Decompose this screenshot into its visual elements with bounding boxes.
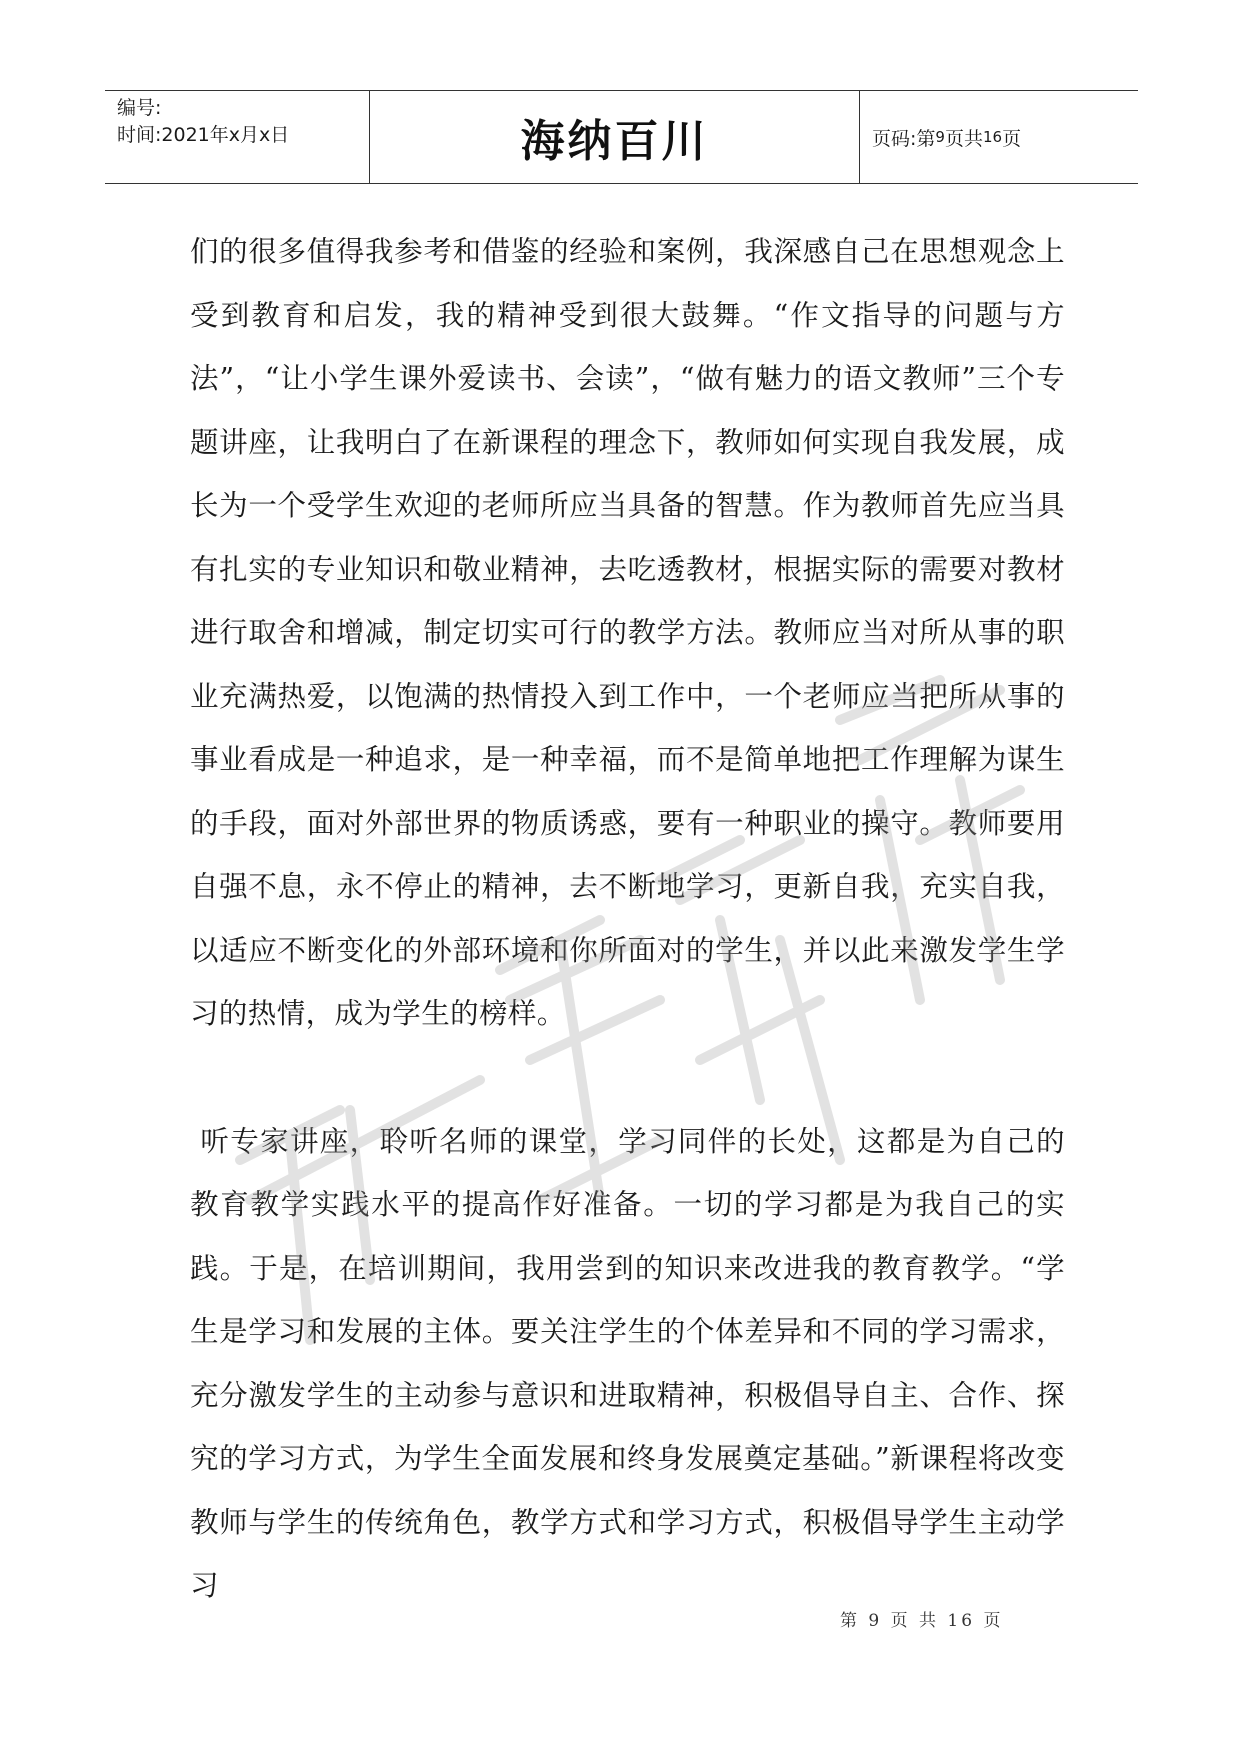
page-label: 页码: xyxy=(872,127,917,150)
time-label: 时间: xyxy=(117,124,162,146)
page-footer: 第 9 页 共 16 页 xyxy=(840,1611,1004,1631)
document-header xyxy=(105,90,1138,184)
header-brand-cell xyxy=(370,91,860,183)
page-text-middle: 页共 xyxy=(944,127,983,150)
document-body xyxy=(190,220,1065,1618)
brand-title: 海纳百川 xyxy=(520,116,709,167)
time-value: 2021年x月x日 xyxy=(161,124,290,146)
paragraph-spacer xyxy=(190,1046,1065,1110)
body-paragraph-2: 听专家讲座，聆听名师的课堂，学习同伴的长处，这都是为自己的教育教学实践水平的提高作好准备。一切的学习都是为我自己的实践。于是，在培训期间，我用尝到的知识来改进我的教育教学。“学生是学习和发展的主体。要关注学生的个体差异和不同的学习需求，充分激发学生的主动参与意识和进取精神，积极倡导自主、合作、探究的学习方式，为学生全面发展和终身发展奠定基础。”新课程将改变教师与学生的传统角色，教学方式和学习方式，积极倡导学生主动学习 xyxy=(190,1124,1065,1602)
page-total: 16 xyxy=(982,128,1003,146)
page-text-suffix: 页 xyxy=(1002,127,1022,150)
header-meta-cell xyxy=(105,91,370,183)
body-paragraph-1: 们的很多值得我参考和借鉴的经验和案例，我深感自己在思想观念上受到教育和启发，我的精神受到很大鼓舞。“作文指导的问题与方法”，“让小学生课外爱读书、会读”，“做有魅力的语文教师”三个专题讲座，让我明白了在新课程的理念下，教师如何实现自我发展，成长为一个受学生欢迎的老师所应当具备的智慧。作为教师首先应当具有扎实的专业知识和敬业精神，去吃透教材，根据实际的需要对教材进行取舍和增减，制定切实可行的教学方法。教师应当对所从事的职业充满热爱，以饱满的热情投入到工作中，一个老师应当把所从事的事业看成是一种追求，是一种幸福，而不是简单地把工作理解为谋生的手段，面对外部世界的物质诱惑，要有一种职业的操守。教师要用自强不息，永不停止的精神，去不断地学习，更新自我，充实自我，以适应不断变化的外部环境和你所面对的学生，并以此来激发学生学习的热情，成为学生的榜样。 xyxy=(190,235,1065,1030)
page-current: 9 xyxy=(935,128,945,146)
page-text-prefix: 第 xyxy=(916,127,936,150)
document-number-label: 编号: xyxy=(117,97,162,119)
header-page-cell xyxy=(860,91,1138,183)
document-time xyxy=(117,122,369,149)
